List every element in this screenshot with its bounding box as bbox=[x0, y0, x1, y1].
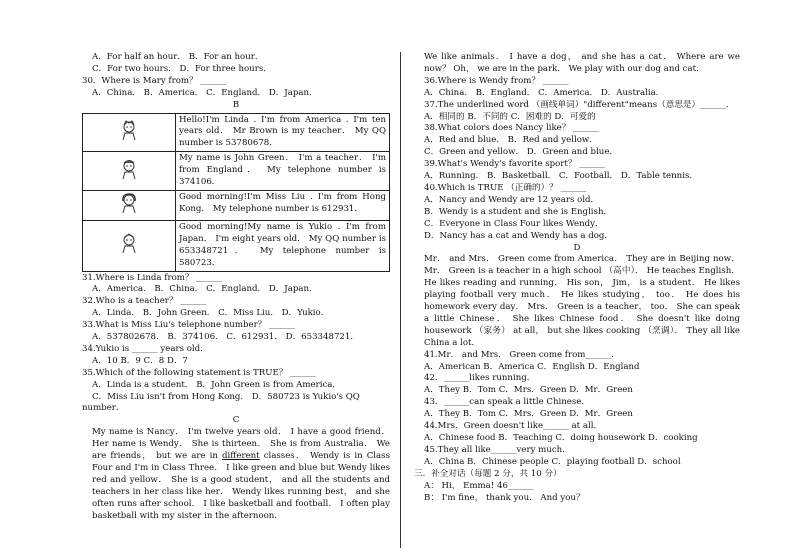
option-line: A．They B．Tom C．Mrs．Green D．Mr．Green bbox=[424, 409, 633, 420]
pen-pal-text: Hello!I'm Linda . I'm from America . I'm ten years old． Mr Brown is my teacher． My QQ number is 53780678． bbox=[176, 113, 390, 152]
option-line: A．相同的 B．不同的 C．困难的 D．可爱的 bbox=[424, 111, 596, 122]
dialogue-line: B： I'm fine， thank you． And you？ bbox=[424, 492, 585, 503]
question-36: 36.Where is Wendy from？ ______ bbox=[424, 75, 569, 86]
question-33: 33.What is Miss Liu's telephone number？ ______ bbox=[82, 320, 295, 331]
question-35: 35.Which of the following statement is TRUE？ ______ bbox=[82, 367, 316, 378]
question-30: 30．Where is Mary from？ ______ bbox=[82, 75, 227, 86]
section-3-heading: 三．补全对话（每题 2 分，共 10 分） bbox=[414, 468, 562, 479]
option-line: C．Green and yellow． D．Green and blue． bbox=[424, 147, 619, 158]
option-line: A．They B．Tom C．Mrs．Green D．Mr．Green bbox=[424, 385, 633, 396]
question-32: 32.Who is a teacher？ ______ bbox=[82, 296, 206, 307]
question-41: 41.Mr． and Mrs． Green come from______． bbox=[424, 349, 620, 360]
option-line: A．Red and blue． B．Red and yellow． bbox=[424, 135, 598, 146]
question-34: 34.Yukio is ______ years old． bbox=[82, 343, 209, 354]
question-37: 37.The underlined word （画线单词）"different"means（意思是）______． bbox=[424, 99, 735, 110]
section-b-label: B bbox=[232, 99, 240, 110]
option-line: B．Wendy is a student and she is English． bbox=[424, 206, 613, 217]
column-divider bbox=[400, 52, 401, 548]
option-line: C．Everyone in Class Four likes Wendy． bbox=[424, 218, 604, 229]
pen-pal-table bbox=[82, 113, 390, 272]
question-38: 38.What colors does Nancy like？ ______ bbox=[424, 123, 599, 134]
pen-pal-text: Good morning!I'm Miss Liu . I'm from Hong Kong． My telephone number is 612931． bbox=[176, 190, 390, 220]
question-42: 42．______likes running． bbox=[424, 373, 536, 384]
kid-icon bbox=[83, 152, 176, 191]
pen-pal-row bbox=[83, 190, 390, 220]
option-line: C．For two hours． D．For three hours． bbox=[92, 63, 272, 74]
option-line: A．Linda． B．John Green． C．Miss Liu． D．Yukio． bbox=[92, 308, 330, 319]
dialogue-line: A： Hi， Emma! 46______ bbox=[424, 480, 534, 491]
section-c-label: C bbox=[232, 415, 240, 426]
pen-pal-row bbox=[83, 152, 390, 191]
passage-c: My name is Nancy． I'm twelve years old． I have a good friend． Her name is Wendy． She is thirteen． She is from Australia． We are friends， but we are in different classes． Wendy is in Class Four and I'm in Class Three． I like green and blue but Wendy likes red and yellow． She is a good student， and all the students and teachers in her class like her． Wendy likes running best， and she often runs after school． I like basketball and football． I often play basketball with my sister in the afternoon． bbox=[92, 427, 390, 521]
option-line: A．Nancy and Wendy are 12 years old． bbox=[424, 194, 600, 205]
option-line: A．10 B．9 C．8 D．7 bbox=[92, 355, 188, 366]
passage-c-end: We like animals． I have a dog， and she has a cat． Where are we now？ Oh， we are in the park． We play with our dog and cat． bbox=[424, 52, 740, 74]
option-line: A．China． B．America． C．England． D．Japan． bbox=[92, 87, 318, 98]
option-line: C．Miss Liu isn't from Hong Kong． D．580723 is Yukio's QQ bbox=[92, 391, 360, 402]
question-44: 44.Mrs．Green doesn't like______ at all． bbox=[424, 421, 603, 432]
option-line: A．Chinese food B．Teaching C．doing housework D．cooking bbox=[424, 433, 698, 443]
option-line: A．For half an hour． B．For an hour． bbox=[92, 52, 264, 62]
option-line: number． bbox=[82, 403, 125, 414]
option-line: A．China． B．England． C．America． D．Australia． bbox=[424, 87, 665, 98]
kid-icon bbox=[83, 190, 176, 220]
pen-pal-text: My name is John Green． I'm a teacher． I'm from England． My telephone number is 374106． bbox=[176, 152, 390, 191]
kid-icon bbox=[83, 113, 176, 152]
pen-pal-row bbox=[83, 220, 390, 271]
section-d-label: D bbox=[573, 242, 581, 253]
option-line: A．Linda is a student． B．John Green is from America． bbox=[92, 379, 341, 390]
question-31: 31.Where is Linda from？ ______ bbox=[82, 272, 223, 283]
option-line: A．537802678． B．374106． C．612931． D．653348721． bbox=[92, 332, 359, 343]
question-43: 43．______can speak a little Chinese． bbox=[424, 397, 590, 408]
question-39: 39.What's Wendy's favorite sport？ ______ bbox=[424, 159, 605, 170]
option-line: A．China B．Chinese people C．playing football D．school bbox=[424, 456, 681, 467]
pen-pal-text: Good morning!My name is Yukio . I'm from Japan． I'm eight years old． My QQ number is 653348721． My telephone number is 580723． bbox=[176, 220, 390, 271]
right-column bbox=[414, 52, 740, 504]
option-line: A．America． B．China． C．England． D．Japan． bbox=[92, 284, 318, 295]
option-line: A．Running． B．Basketball． C．Football． D．Table tennis． bbox=[424, 171, 698, 182]
passage-d: Mr． and Mrs． Green come from America． They are in Beijing now． Mr． Green is a teacher in a high school （高中）． He teaches English． He likes reading and running． His son， Jim， is a student． He likes playing football very much． He likes studying， too． He does his homework every day． Mrs． Green is a teacher， too． She can speak a little Chinese． She likes Chinese food． She doesn't like doing housework （家务） at all， but she likes cooking （烹调）． They all like China a lot． bbox=[424, 254, 740, 348]
question-40: 40.Which is TRUE （正确的）？ ______ bbox=[424, 182, 587, 193]
question-45: 45.They all like______very much． bbox=[424, 444, 571, 455]
left-column bbox=[82, 52, 390, 523]
underlined-word: different bbox=[222, 451, 260, 462]
option-line: A．American B．America C．English D．England bbox=[424, 361, 640, 372]
kid-icon bbox=[83, 220, 176, 271]
pen-pal-row bbox=[83, 113, 390, 152]
option-line: D．Nancy has a cat and Wendy has a dog． bbox=[424, 230, 613, 241]
